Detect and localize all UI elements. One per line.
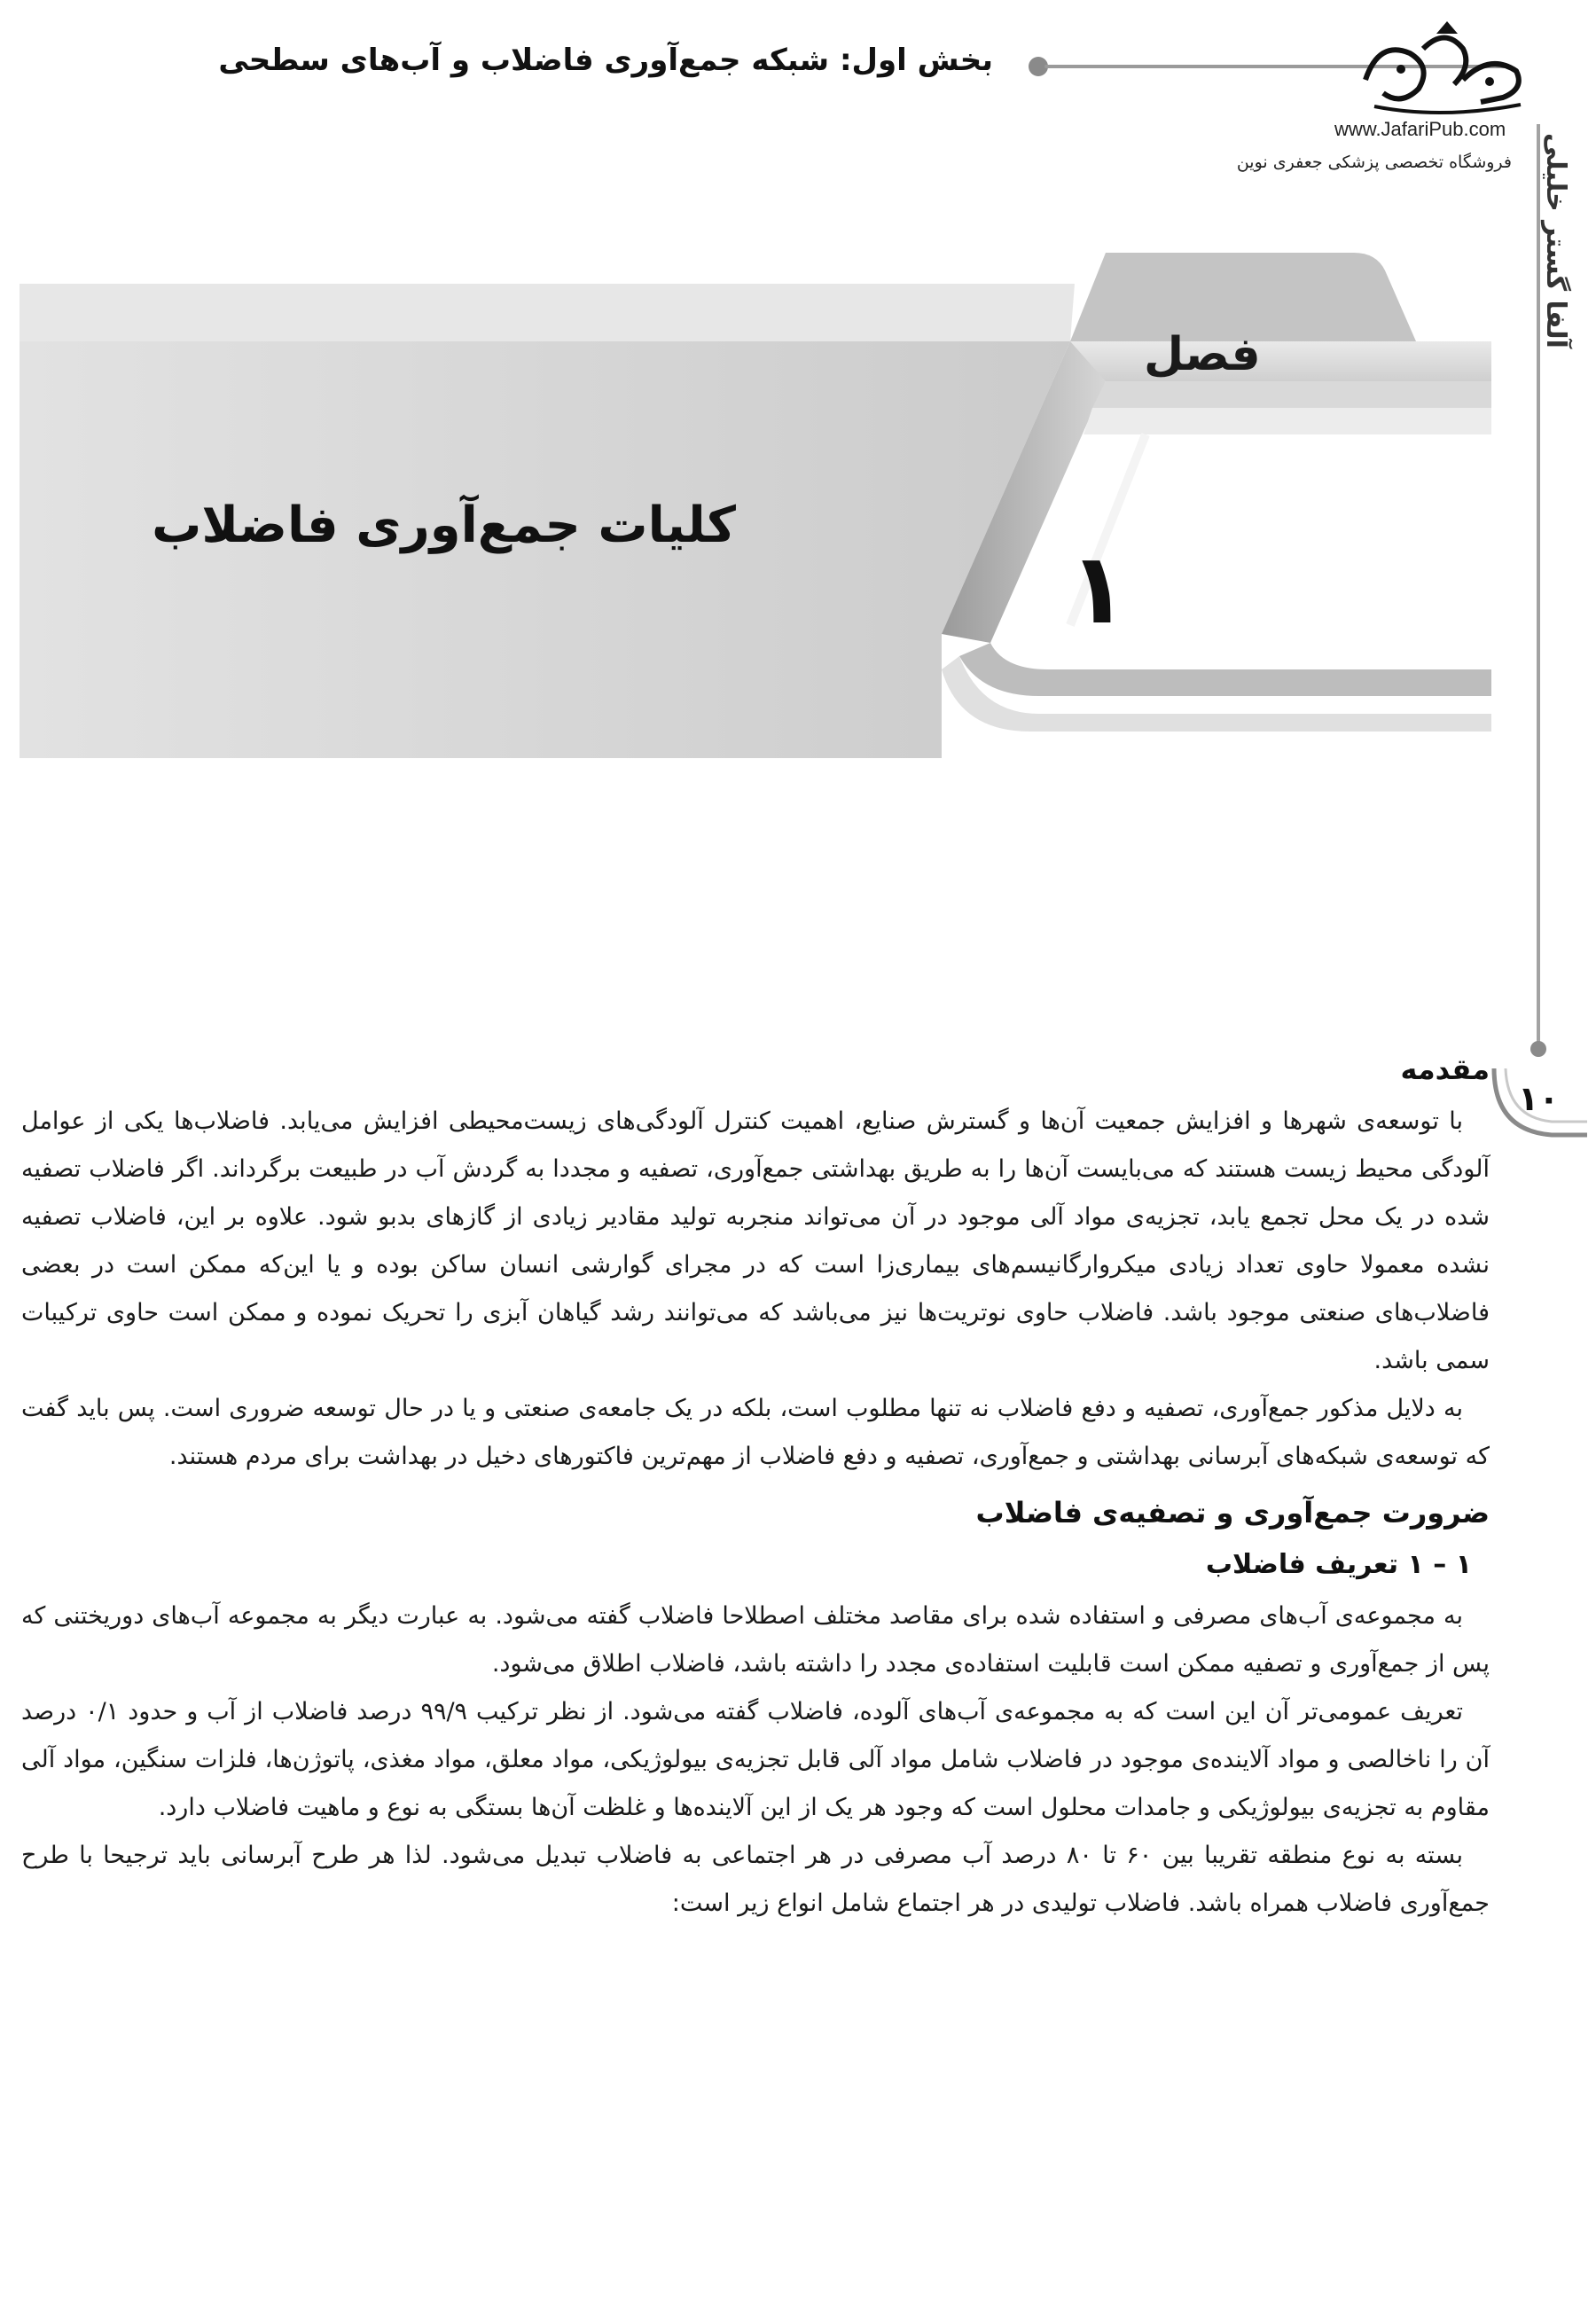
side-rail [1537, 124, 1540, 1046]
chapter-label: فصل [1144, 328, 1261, 381]
page-number: ۱۰ [1518, 1079, 1560, 1118]
section-heading-necessity: ضرورت جمع‌آوری و تصفیه‌ی فاضلاب [975, 1496, 1490, 1530]
publisher-logo [1330, 18, 1534, 133]
side-rail-bullet [1530, 1041, 1546, 1057]
paragraph: بسته به نوع منطقه تقریبا بین ۶۰ تا ۸۰ درصد آب مصرفی در هر اجتماعی به فاضلاب تبدیل می‌شود. لذا هر طرح آبرسانی باید ترجیحا با طرح جمع‌آوری فاضلاب همراه باشد. فاضلاب تولیدی در هر اجتماع شامل انواع زیر است: [21, 1842, 1490, 1917]
chapter-title: کلیات جمع‌آوری فاضلاب [152, 497, 736, 554]
chapter-number: ۱ [1068, 532, 1129, 646]
publisher-tagline: فروشگاه تخصصی پزشکی جعفری نوین [1236, 153, 1512, 172]
paragraph: به دلایل مذکور جمع‌آوری، تصفیه و دفع فاضلاب نه تنها مطلوب است، بلکه در یک جامعه‌ی صنعتی و یا در حال توسعه ضروری است. پس باید گفت که توسعه‌ی شبکه‌های آبرسانی بهداشتی و جمع‌آوری، تصفیه و دفع فاضلاب از مهم‌ترین فاکتورهای دخیل در بهداشت برای مردم هستند. [21, 1395, 1490, 1470]
series-vertical-label: آلفا گستر خلیلی [1540, 133, 1571, 348]
main-content [21, 1046, 1490, 1928]
publisher-url: www.JafariPub.com [1334, 118, 1506, 140]
section-heading-intro: مقدمه [1400, 1052, 1490, 1086]
running-header: بخش اول: شبکه جمع‌آوری فاضلاب و آب‌های سطحی [218, 43, 993, 78]
paragraph: تعریف عمومی‌تر آن این است که به مجموعه‌ی آب‌های آلوده، فاضلاب گفته می‌شود. از نظر ترکیب ۹۹/۹ درصد فاضلاب از آب و حدود ۰/۱ درصد آن را ناخالصی و مواد آلاینده‌ی موجود در فاضلاب شامل مواد آلی قابل تجزیه‌ی بیولوژیکی، مواد معلق، مواد مغذی، پاتوژن‌ها، فلزات سنگین، مواد آلی مقاوم به تجزیه‌ی بیولوژیکی و جامدات محلول است که وجود هر یک از این آلاینده‌ها و غلظت آن‌ها بستگی به نوع و ماهیت فاضلاب دارد. [21, 1698, 1490, 1821]
subsection-heading-definition: ۱ – ۱ تعریف فاضلاب [1205, 1549, 1472, 1580]
paragraph: به مجموعه‌ی آب‌های مصرفی و استفاده شده برای مقاصد مختلف اصطلاحا فاضلاب گفته می‌شود. به عبارت دیگر به مجموعه آب‌های دوریختنی که پس از جمع‌آوری و تصفیه ممکن است قابلیت استفاده‌ی مجدد را داشته باشد، فاضلاب اطلاق می‌شود. [21, 1602, 1490, 1678]
paragraph: با توسعه‌ی شهرها و افزایش جمعیت آن‌ها و گسترش صنایع، اهمیت کنترل آلودگی‌های زیست‌محیطی افزایش می‌یابد. فاضلاب‌ها یکی از عوامل آلودگی محیط زیست هستند که می‌بایست آن‌ها را به طریق بهداشتی جمع‌آوری، تصفیه و مجددا به گردش آب در طبیعت برگرداند. اگر فاضلاب تصفیه شده در یک محل تجمع یابد، تجزیه‌ی مواد آلی موجود در آن می‌تواند منجربه تولید مقادیر زیادی از گازهای بدبو شود. علاوه بر این، فاضلاب تصفیه نشده معمولا حاوی تعداد زیادی میکروارگانیسم‌های بیماری‌زا است که در مجرای گوارشی انسان ساکن بوده و یا این‌که ممکن است در بعضی فاضلاب‌های صنعتی موجود باشد. فاضلاب حاوی نوتریت‌ها نیز می‌باشد که می‌توانند رشد گیاهان آبزی را تحریک نموده و ممکن است حاوی ترکیبات سمی باشد. [21, 1107, 1490, 1374]
